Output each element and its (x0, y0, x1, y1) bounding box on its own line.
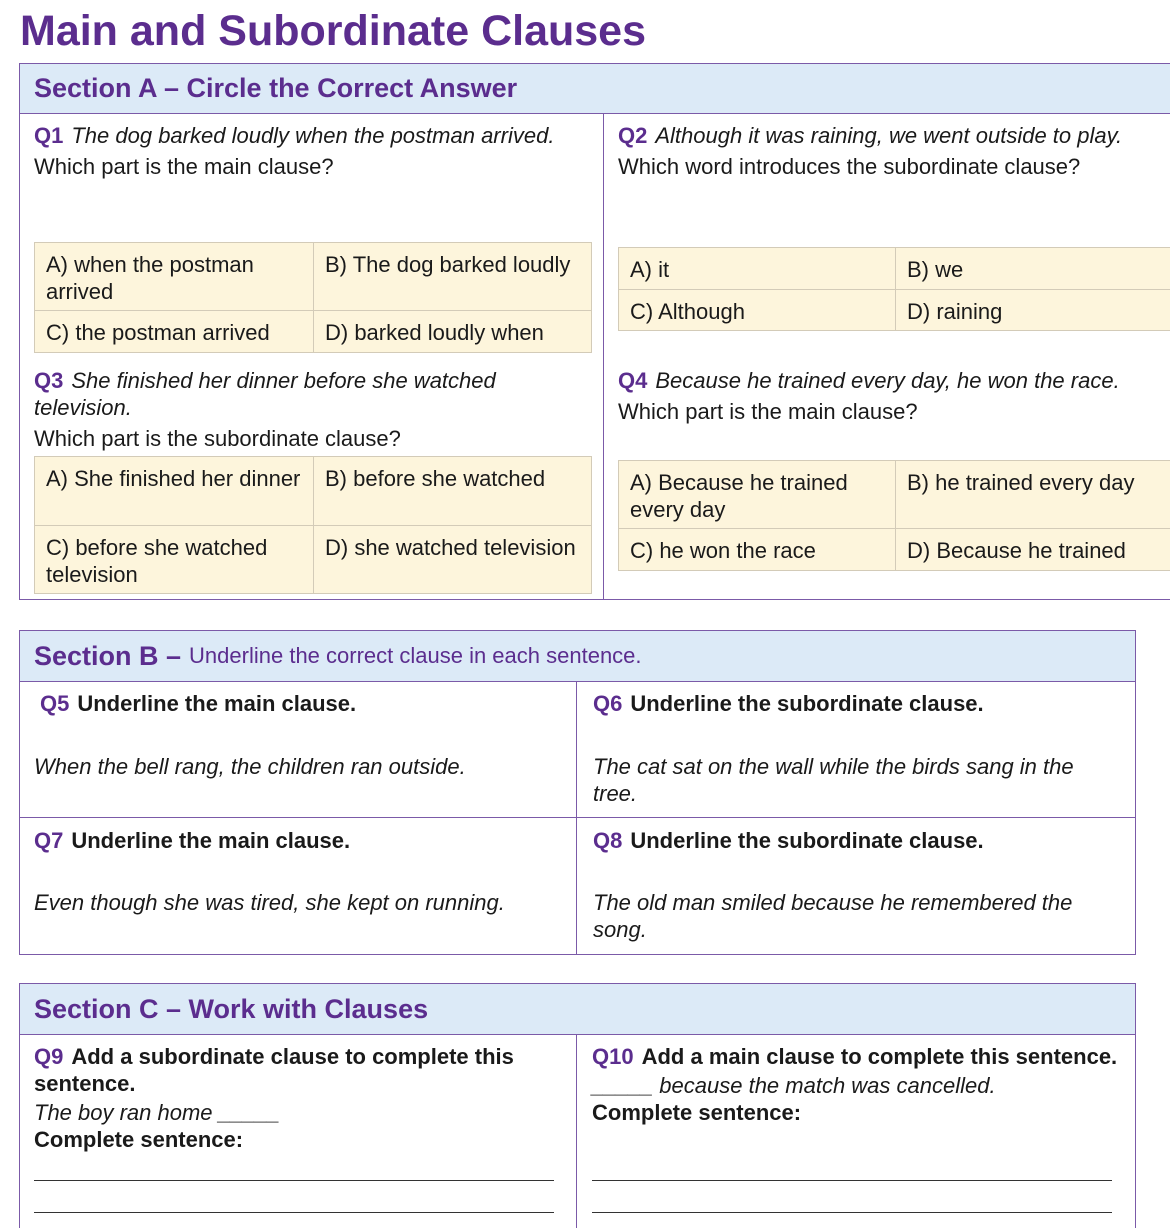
question-prompt: Which word introduces the subordinate clause? (618, 154, 1081, 179)
question-sentence: Because he trained every day, he won the race. (655, 368, 1120, 393)
question-q5 (34, 690, 570, 816)
option-b[interactable]: B) before she watched (313, 457, 591, 525)
question-number: Q3 (34, 368, 64, 393)
question-q9 (34, 1043, 564, 1153)
question-q3 (34, 367, 594, 452)
question-instruction: Underline the subordinate clause. (630, 828, 984, 853)
question-sentence[interactable]: The old man smiled because he remembered the song. (593, 890, 1073, 942)
option-c[interactable]: C) he won the race (619, 528, 895, 570)
question-sentence: The dog barked loudly when the postman arrived. (71, 123, 555, 148)
option-a[interactable]: A) Because he trained every day (630, 470, 848, 522)
question-instruction: Underline the main clause. (71, 828, 351, 853)
question-sentence[interactable]: When the bell rang, the children ran outside. (34, 754, 466, 779)
question-q10 (592, 1043, 1122, 1126)
question-instruction: Underline the main clause. (77, 691, 357, 716)
question-instruction: Underline the subordinate clause. (630, 691, 984, 716)
question-q7 (34, 827, 569, 953)
section-a-title: Section A – Circle the Correct Answer (34, 73, 518, 103)
options-q4 (618, 460, 1170, 571)
answer-line[interactable] (34, 1212, 554, 1213)
question-sentence: Although it was raining, we went outside to play. (655, 123, 1123, 148)
question-number: Q6 (593, 691, 623, 716)
question-q4 (618, 367, 1170, 425)
question-sentence[interactable]: Even though she was tired, she kept on running. (34, 890, 505, 915)
page-title: Main and Subordinate Clauses (20, 7, 646, 55)
question-number: Q5 (40, 691, 70, 716)
question-prompt: Which part is the main clause? (34, 154, 334, 179)
question-number: Q2 (618, 123, 648, 148)
options-q2 (618, 247, 1170, 331)
section-c-left-border (19, 1034, 20, 1228)
section-b-title: Section B – (34, 640, 182, 671)
option-a[interactable]: A) when the postman arrived (46, 252, 254, 304)
option-a[interactable]: A) She finished her dinner (46, 466, 301, 491)
option-c[interactable]: C) Although (619, 289, 895, 330)
question-q8 (593, 827, 1123, 953)
section-a-left-border (19, 114, 20, 600)
section-c-title: Section C – Work with Clauses (34, 993, 429, 1024)
question-instruction: Add a subordinate clause to complete this sentence. (34, 1044, 514, 1096)
section-b-divider (576, 681, 577, 955)
options-q3 (34, 456, 592, 594)
options-q1 (34, 242, 592, 353)
answer-line[interactable] (592, 1180, 1112, 1181)
option-b[interactable]: B) we (895, 248, 1170, 289)
question-q6 (593, 690, 1123, 816)
question-q2 (618, 122, 1170, 180)
section-b-row-divider (19, 817, 1136, 818)
option-c[interactable]: C) the postman arrived (35, 310, 313, 352)
question-prompt: Which part is the subordinate clause? (34, 426, 401, 451)
option-a[interactable]: A) it (630, 257, 670, 282)
question-number: Q10 (592, 1044, 634, 1069)
question-number: Q1 (34, 123, 64, 148)
question-instruction: Add a main clause to complete this sentence. (641, 1044, 1118, 1069)
question-number: Q7 (34, 828, 64, 853)
question-sentence[interactable]: The cat sat on the wall while the birds sang in the tree. (593, 754, 1074, 806)
option-d[interactable]: D) barked loudly when (313, 310, 591, 352)
question-prompt: _____ because the match was cancelled. (592, 1073, 996, 1098)
question-sentence: She finished her dinner before she watched television. (34, 368, 496, 420)
section-a-header (19, 63, 1170, 114)
question-prompt: Which part is the main clause? (618, 399, 918, 424)
answer-line[interactable] (592, 1212, 1112, 1213)
option-b[interactable]: B) The dog barked loudly (313, 243, 591, 310)
question-number: Q4 (618, 368, 648, 393)
section-a-bottom-border (19, 599, 1170, 600)
answer-line[interactable] (34, 1180, 554, 1181)
question-prompt: The boy ran home _____ (34, 1100, 280, 1125)
section-c-right-border (1135, 1034, 1136, 1228)
option-b[interactable]: B) he trained every day (895, 461, 1170, 528)
question-q1 (34, 122, 594, 180)
option-d[interactable]: D) she watched television (313, 525, 591, 593)
section-b-header (19, 630, 1136, 682)
option-d[interactable]: D) raining (895, 289, 1170, 330)
option-c[interactable]: C) before she watched television (35, 525, 313, 593)
section-b-subtitle: Underline the correct clause in each sentence. (189, 643, 642, 668)
option-d[interactable]: D) Because he trained (895, 528, 1170, 570)
section-c-divider (576, 1034, 577, 1228)
section-c-header (19, 983, 1136, 1035)
question-number: Q8 (593, 828, 623, 853)
question-number: Q9 (34, 1044, 64, 1069)
section-a-divider (603, 114, 604, 600)
complete-sentence-label: Complete sentence: (34, 1127, 244, 1152)
complete-sentence-label: Complete sentence: (592, 1100, 802, 1125)
